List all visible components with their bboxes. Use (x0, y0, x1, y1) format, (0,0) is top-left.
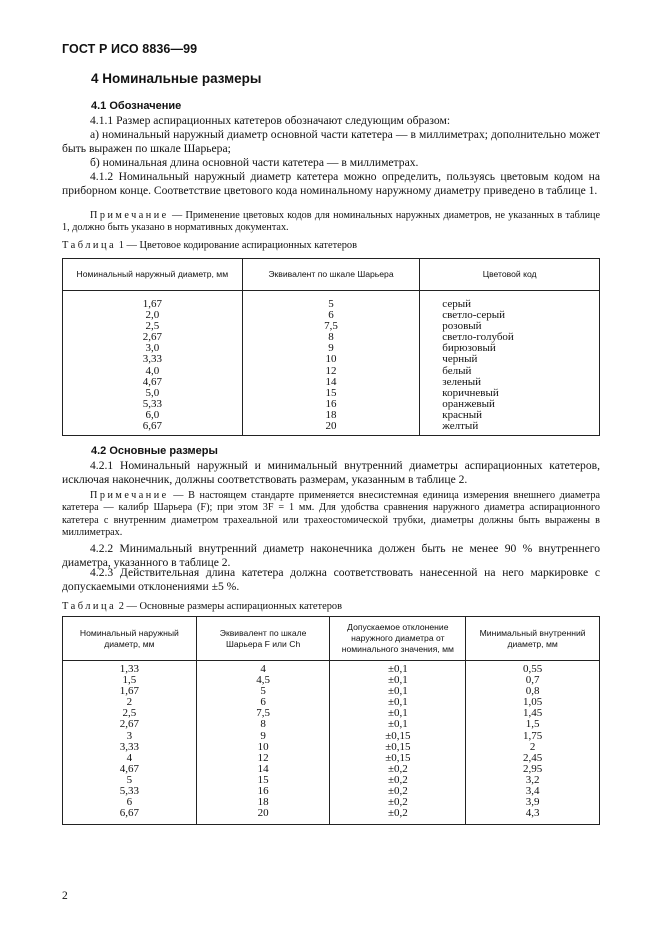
paragraph-4-1-1: 4.1.1 Размер аспирационных катетеров обозначают следующим образом: (90, 114, 451, 127)
table-2-caption-label: Таблица (62, 601, 117, 612)
note-1 (62, 210, 600, 235)
document-header: ГОСТ Р ИСО 8836—99 (62, 42, 198, 56)
subsection-title-4-1: 4.1 Обозначение (91, 100, 182, 112)
table-1-caption-label: Таблица (62, 240, 117, 251)
table-1-header-charriere: Эквивалент по шкале Шарьера (242, 259, 420, 291)
paragraph-4-1-1-a: а) номинальный наружный диаметр основной части катетера — в миллиметрах; дополнительно может быть выражен по шкале Шарьера; (62, 128, 600, 155)
table-2-header-min-inner: Минимальный внутренний диаметр, мм (466, 617, 600, 661)
paragraph-4-2-1: 4.2.1 Номинальный наружный и минимальный внутренний диаметры аспирационных катетеров, исключая наконечник, должны соответствовать размерам, указанным в таблице 2. (62, 459, 600, 486)
paragraph-4-2-2: 4.2.2 Минимальный внутренний диаметр наконечника должен быть не менее 90 % внутреннего диаметра, указанного в таблице 2. (62, 542, 600, 569)
table-2-charriere-values: 4 4,5 5 6 7,5 8 9 10 12 14 15 16 18 20 (256, 663, 270, 820)
table-2-diameter-values: 1,33 1,5 1,67 2 2,5 2,67 3 3,33 4 4,67 5 5,33 6 6,67 (119, 663, 139, 820)
table-1 (62, 258, 600, 436)
paragraph-4-1-1-b: б) номинальная длина основной части катетера — в миллиметрах. (90, 156, 419, 169)
table-2-header-diameter: Номинальный наружный диаметр, мм (63, 617, 197, 661)
note-1-label: Примечание (90, 210, 169, 221)
table-2-min-inner-values: 0,55 0,7 0,8 1,05 1,45 1,5 1,75 2 2,45 2,95 3,2 3,4 3,9 4,3 (522, 663, 543, 820)
table-2-header-tolerance: Допускаемое отклонение наружного диаметра от номинального значения, мм (330, 617, 466, 661)
paragraph-4-1-2: 4.1.2 Номинальный наружный диаметр катетера можно определить, пользуясь цветовым кодом на приборном конце. Соответствие цветового кода номинальному наружному диаметру приведено в таблице 1. (62, 170, 600, 197)
note-2-text: — В настоящем стандарте применяется внесистемная единица измерения внешнего диаметра катетера — калибр Шарьера (F); при этом 3F = 1 мм. Для удобства сравнения наружного диаметра аспирационного катетера с внутренним диаметром трахеальной или трахеостомической трубки, диаметры должны быть выражены в миллиметрах. (62, 490, 600, 539)
table-1-charriere-values: 5 6 7,5 8 9 10 12 14 15 16 18 20 (324, 298, 338, 433)
subsection-title-4-2: 4.2 Основные размеры (91, 445, 218, 457)
note-1-text: — Применение цветовых кодов для номинальных наружных диаметров, не указанных в таблице 1, должно быть указано в нормативных документах. (62, 210, 600, 234)
page-number: 2 (62, 890, 68, 902)
table-1-header-diameter: Номинальный наружный диаметр, мм (63, 259, 243, 291)
table-2 (62, 616, 600, 825)
note-2-label: Примечание (90, 490, 169, 501)
table-1-diameter-values: 1,67 2,0 2,5 2,67 3,0 3,33 4,0 4,67 5,0 5,33 6,0 6,67 (142, 298, 162, 433)
table-1-caption (62, 240, 357, 251)
table-1-header-color: Цветовой код (420, 259, 600, 291)
table-1-color-values: серый светло-серый розовый светло-голубой бирюзовый черный белый зеленый коричневый оранжевый красный желтый (442, 298, 514, 433)
table-2-caption (62, 601, 342, 612)
table-2-tolerance-values: ±0,1 ±0,1 ±0,1 ±0,1 ±0,1 ±0,1 ±0,15 ±0,15 ±0,15 ±0,2 ±0,2 ±0,2 ±0,2 ±0,2 (385, 663, 411, 820)
table-2-caption-text: 2 — Основные размеры аспирационных катетеров (116, 601, 342, 612)
table-1-caption-text: 1 — Цветовое кодирование аспирационных катетеров (116, 240, 358, 251)
note-2 (62, 490, 600, 540)
paragraph-4-2-3: 4.2.3 Действительная длина катетера должна соответствовать нанесенной на него маркировке с допускаемыми отклонениями ±5 %. (62, 566, 600, 593)
table-2-header-charriere: Эквивалент по шкале Шарьера F или Ch (196, 617, 330, 661)
section-title: 4 Номинальные размеры (91, 71, 262, 86)
